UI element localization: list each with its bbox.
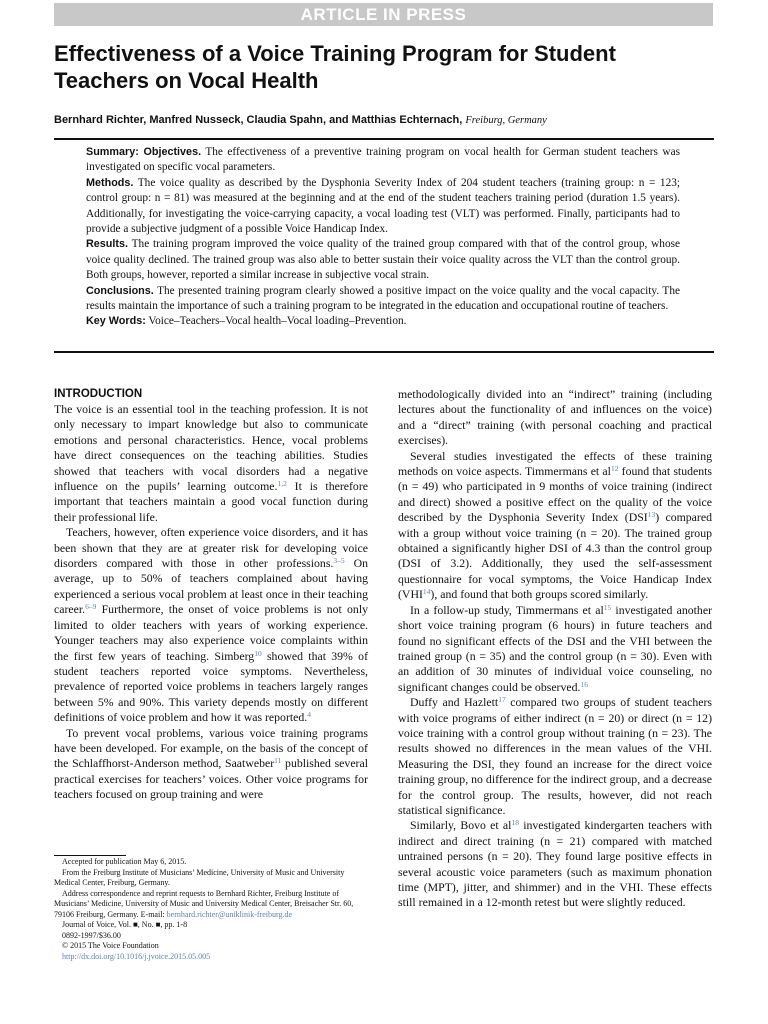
right-p2-text-d: ), and found that both groups scored similarly.	[430, 587, 649, 602]
conclusions-text: The presented training program clearly showed a positive impact on the voice quality and the vocal capacity. The results maintain the importance of such a training program to be integrated in the education and occupational routine of teachers.	[86, 284, 680, 313]
footnote-journal: Journal of Voice, Vol. ■, No. ■, pp. 1-8	[62, 920, 188, 929]
abstract-objectives	[86, 145, 680, 176]
abstract-methods	[86, 176, 680, 238]
citation-4[interactable]: 4	[307, 710, 311, 720]
author-line	[54, 113, 714, 128]
right-p4-text-b: compared two groups of student teachers with voice programs of either indirect (n = 20) or direct (n = 12) voice training with a control group without training (n = 23). The results showed no differences in the mean values of the VHI. Measuring the DSI, they found an increase for the direct voice training group, no difference for the indirect group, and a decrease for the control group. The results, however, did not reach statistical significance.	[398, 695, 712, 817]
footnote-copyright: © 2015 The Voice Foundation	[62, 941, 159, 950]
abstract-keywords	[86, 314, 680, 329]
author-location: Freiburg, Germany	[465, 115, 547, 126]
right-p2-text-a: Several studies investigated the effects of these training methods on voice aspects. Timmermans et al	[398, 448, 712, 479]
right-p3-text-a: In a follow-up study, Timmermans et al	[410, 602, 604, 617]
left-column	[54, 387, 368, 803]
introduction-heading: INTRODUCTION	[54, 388, 143, 400]
citation-1-2[interactable]: 1,2	[277, 479, 287, 489]
citation-17[interactable]: 17	[498, 695, 506, 705]
right-paragraph-1: methodologically divided into an “indirect” training (including lectures about the functionality of and influences on the voice) and a “direct” training (with personal coaching and practical exercises).	[398, 387, 712, 448]
right-column	[398, 387, 712, 911]
intro-p1-text-b: It is therefore important that teachers maintain a good vocal function during their professional life.	[54, 479, 368, 524]
right-p5-text-b: investigated kindergarten teachers with indirect and direct training (n = 21) compared with matched untrained persons (n = 20). They found large positive effects in several acoustic voice parameters (such as maximum phonation time (MPT), jitter, and shimmer) and in the VHI. These effects still remained in a 12-month retest but were slightly reduced.	[398, 818, 712, 910]
footnote-issn: 0892-1997/$36.00	[62, 930, 121, 940]
citation-12[interactable]: 12	[610, 464, 619, 474]
right-paragraph-2	[398, 449, 712, 603]
intro-paragraph-2	[54, 525, 368, 725]
right-p2-text-c: ) compared with a group without voice training (n = 20). The trained group obtained a significantly higher DSI of 4.3 than the control group (DSI of 3.2). Additionally, they used the self-assessment questionnaire for vocal symptoms, the Voice Handicap Index (VHI	[398, 510, 712, 602]
results-label: Results.	[86, 238, 129, 251]
objectives-text: The effectiveness of a preventive training program on vocal health for German student teachers was investigated on specific vocal parameters.	[86, 146, 680, 174]
intro-paragraph-3	[54, 726, 368, 803]
right-paragraph-5	[398, 818, 712, 910]
intro-p2-text-d: showed that 39% of student teachers reported voice symptoms. Nevertheless, prevalence of reported voice problems in teachers largely ranges between 5% and 90%. This variety depends mostly on different definitions of voice problem and how it was reported.	[54, 648, 368, 725]
citation-15[interactable]: 15	[603, 602, 612, 612]
results-text: The training program improved the voice quality of the trained group compared with that of the control group, whose voice quality declined. The trained group was also able to better sustain their voice quality across the VLT than the control group. Both groups, however, reported a similar increase in subjective vocal strain.	[86, 238, 680, 282]
abstract-conclusions	[86, 284, 680, 315]
footnote-address-text: Address correspondence and reprint requests to Bernhard Richter, Freiburg Institute of Musicians’ Medicine, University of Music and University Medical Center, Breisacher Str. 60, 79106 Freiburg, Germany. E-mail:	[54, 888, 354, 919]
abstract-bottom-rule	[54, 351, 714, 353]
article-in-press-banner: ARTICLE IN PRESS	[54, 3, 713, 26]
footnote-address	[54, 889, 368, 921]
citation-14[interactable]: 14	[422, 587, 431, 597]
citation-3-5[interactable]: 3–5	[333, 556, 345, 566]
intro-p2-text-c: Furthermore, the onset of voice problems is not only limited to older teachers with years of working experience. Younger teachers may also experience voice complaints within the first few years of teaching. Simberg	[54, 602, 368, 663]
footnotes	[54, 857, 368, 962]
intro-p3-text-b: published several practical exercises for teachers’ voices. Other voice programs for teachers focused on group training and were	[54, 756, 368, 802]
right-p5-text-a: Similarly, Bovo et al	[410, 818, 512, 833]
right-paragraph-4	[398, 695, 712, 818]
abstract-top-rule	[54, 138, 714, 140]
conclusions-label: Conclusions.	[86, 284, 154, 297]
keywords-label: Key Words:	[86, 315, 146, 328]
intro-p3-text-a: To prevent vocal problems, various voice training programs have been developed. For example, on the basis of the concept of the Schlaffhorst-Anderson method, Saatweber	[54, 725, 368, 771]
citation-6-9[interactable]: 6–9	[85, 602, 97, 612]
methods-text: The voice quality as described by the Dysphonia Severity Index of 204 student teachers (training group: n = 123; control group: n = 81) was measured at the beginning and at the end of the student teachers training period (duration 1.5 years). Additionally, for investigating the voice-carrying capacity, a vocal loading test (VLT) was performed. Finally, participants had to provide a subjective judgment of a possible Voice Handicap Index.	[86, 176, 680, 236]
doi-link[interactable]: http://dx.doi.org/10.1016/j.jvoice.2015.05.005	[62, 951, 211, 961]
right-p2-text-b: found that students (n = 49) who participated in 9 months of voice training (indirect and direct) showed a positive effect on the quality of the voice described by the Dysphonia Severity Index (DSI	[398, 464, 712, 525]
intro-p2-text-b: On average, up to 50% of teachers complained about having experienced a serious vocal problem at least once in their teaching career.	[54, 556, 368, 617]
intro-paragraph-1	[54, 402, 368, 525]
right-p3-text-b: investigated another short voice training program (6 hours) in future teachers and found no significant effects of the DSI and the VHI between the trained group (n = 35) and the control group (n = 30). Even with an addition of 30 minutes of individual voice counseling, no significant changes could be observed.	[398, 602, 712, 694]
citation-16[interactable]: 16	[580, 679, 588, 689]
footnote-affiliation: From the Freiburg Institute of Musicians’ Medicine, University of Music and University Medical Center, Freiburg, Germany.	[54, 867, 345, 887]
article-title: Effectiveness of a Voice Training Program for Student Teachers on Vocal Health	[54, 41, 616, 93]
author-names: Bernhard Richter, Manfred Nusseck, Claudia Spahn, and Matthias Echternach,	[54, 114, 463, 126]
abstract	[86, 145, 680, 330]
objectives-label: Summary: Objectives.	[86, 146, 202, 158]
citation-18[interactable]: 18	[511, 818, 519, 828]
abstract-results	[86, 237, 680, 283]
footnote-rule	[54, 855, 126, 856]
citation-10[interactable]: 10	[254, 648, 262, 658]
keywords-text: Voice–Teachers–Vocal health–Vocal loading–Prevention.	[148, 315, 407, 328]
methods-label: Methods.	[86, 176, 134, 189]
citation-13[interactable]: 13	[647, 510, 656, 520]
footnote-accepted: Accepted for publication May 6, 2015.	[62, 857, 187, 866]
citation-11[interactable]: 11	[274, 756, 282, 766]
right-paragraph-3	[398, 603, 712, 695]
right-p4-text-a: Duffy and Hazlett	[410, 695, 499, 710]
intro-p2-text-a: Teachers, however, often experience voice disorders, and it has been shown that they are at greater risk for developing voice disorders compared with those in other professions.	[54, 525, 368, 571]
intro-p1-text-a: The voice is an essential tool in the teaching profession. It is not only necessary to impart knowledge but also to communicate emotions and personal characteristics. Hence, vocal problems have direct consequences on the teaching abilities. Studies showed that teachers with vocal disorders had a negative influence on the pupils’ learning outcome.	[54, 402, 368, 494]
author-email-link[interactable]: bernhard.richter@uniklinik-freiburg.de	[166, 909, 293, 919]
